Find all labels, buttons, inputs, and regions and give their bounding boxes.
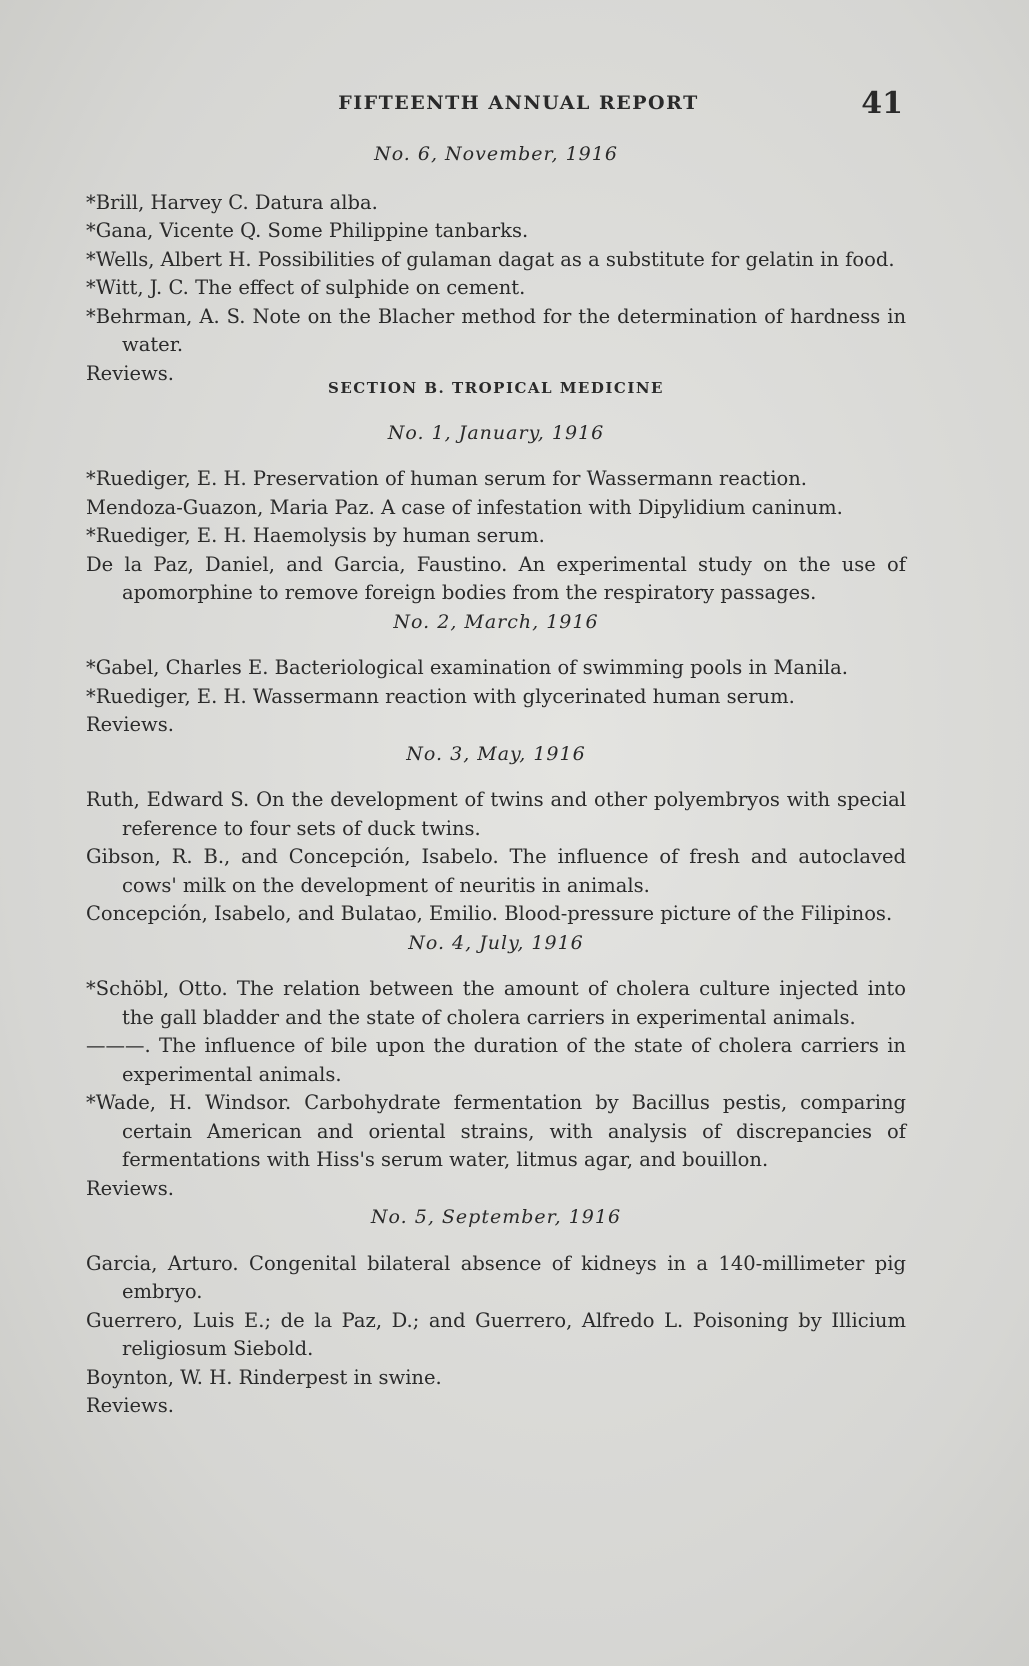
reviews-entry: Reviews. — [86, 361, 174, 385]
bibliography-entry: ———. The influence of bile upon the duration of the state of cholera carriers in experimental animals. — [86, 1034, 906, 1086]
bibliography-entry: Mendoza-Guazon, Maria Paz. A case of infestation with Dipylidium caninum. — [86, 495, 843, 519]
bibliography-entry: Concepción, Isabelo, and Bulatao, Emilio. Blood-pressure picture of the Filipinos. — [86, 902, 893, 925]
bibliography-entry: *Ruediger, E. H. Haemolysis by human serum. — [86, 524, 545, 547]
bibliography-entry: *Ruediger, E. H. Wassermann reaction with glycerinated human serum. — [86, 684, 795, 708]
bibliography-entry: Boynton, W. H. Rinderpest in swine. — [86, 1365, 442, 1389]
issue-heading: No. 2, March, 1916 — [393, 610, 599, 633]
bibliography-entry: *Gabel, Charles E. Bacteriological examination of swimming pools in Manila. — [86, 656, 848, 679]
issue-heading: No. 3, May, 1916 — [406, 742, 586, 765]
bibliography-entry: De la Paz, Daniel, and Garcia, Faustino. An experimental study on the use of apomorphine to remove foreign bodies from the respiratory passages. — [86, 552, 906, 604]
bibliography-entry: *Ruediger, E. H. Preservation of human serum for Wassermann reaction. — [86, 467, 807, 490]
section-heading: SECTION B. TROPICAL MEDICINE — [327, 379, 664, 397]
bibliography-entry: Garcia, Arturo. Congenital bilateral absence of kidneys in a 140-millimeter pig embryo. — [86, 1251, 906, 1303]
bibliography-entry: *Witt, J. C. The effect of sulphide on cement. — [86, 276, 526, 299]
page-number: 41 — [861, 86, 903, 121]
bibliography-entry: *Wells, Albert H. Possibilities of gulaman dagat as a substitute for gelatin in food. — [86, 247, 895, 271]
bibliography-entry: Ruth, Edward S. On the development of twins and other polyembryos with special reference to four sets of duck twins. — [86, 788, 906, 840]
reviews-entry: Reviews. — [86, 713, 174, 736]
bibliography-list — [86, 140, 906, 1421]
bibliography-entry: Gibson, R. B., and Concepción, Isabelo. The influence of fresh and autoclaved cows' milk on the development of neuritis in animals. — [86, 845, 906, 897]
bibliography-entry: *Gana, Vicente Q. Some Philippine tanbarks. — [86, 219, 529, 242]
bibliography-entry: *Schöbl, Otto. The relation between the amount of cholera culture injected into the gall bladder and the state of cholera carriers in experimental animals. — [86, 977, 906, 1029]
reviews-entry: Reviews. — [86, 1394, 174, 1417]
issue-heading: No. 5, September, 1916 — [370, 1206, 622, 1228]
bibliography-entry: *Behrman, A. S. Note on the Blacher method for the determination of hardness in water. — [86, 304, 906, 356]
issue-heading: No. 6, November, 1916 — [374, 143, 618, 165]
bibliography-entry: *Brill, Harvey C. Datura alba. — [86, 190, 378, 214]
bibliography-entry: *Wade, H. Windsor. Carbohydrate fermentation by Bacillus pestis, comparing certain American and oriental strains, with analysis of discrepancies of fermentations with Hiss's serum water, litmus agar, and bouillon. — [86, 1091, 906, 1171]
running-header: FIFTEENTH ANNUAL REPORT — [338, 92, 699, 114]
bibliography-entry: Guerrero, Luis E.; de la Paz, D.; and Guerrero, Alfredo L. Poisoning by Illicium religiosum Siebold. — [86, 1308, 906, 1360]
reviews-entry: Reviews. — [86, 1176, 174, 1200]
issue-heading: No. 4, July, 1916 — [408, 931, 584, 954]
issue-heading: No. 1, January, 1916 — [387, 421, 605, 444]
